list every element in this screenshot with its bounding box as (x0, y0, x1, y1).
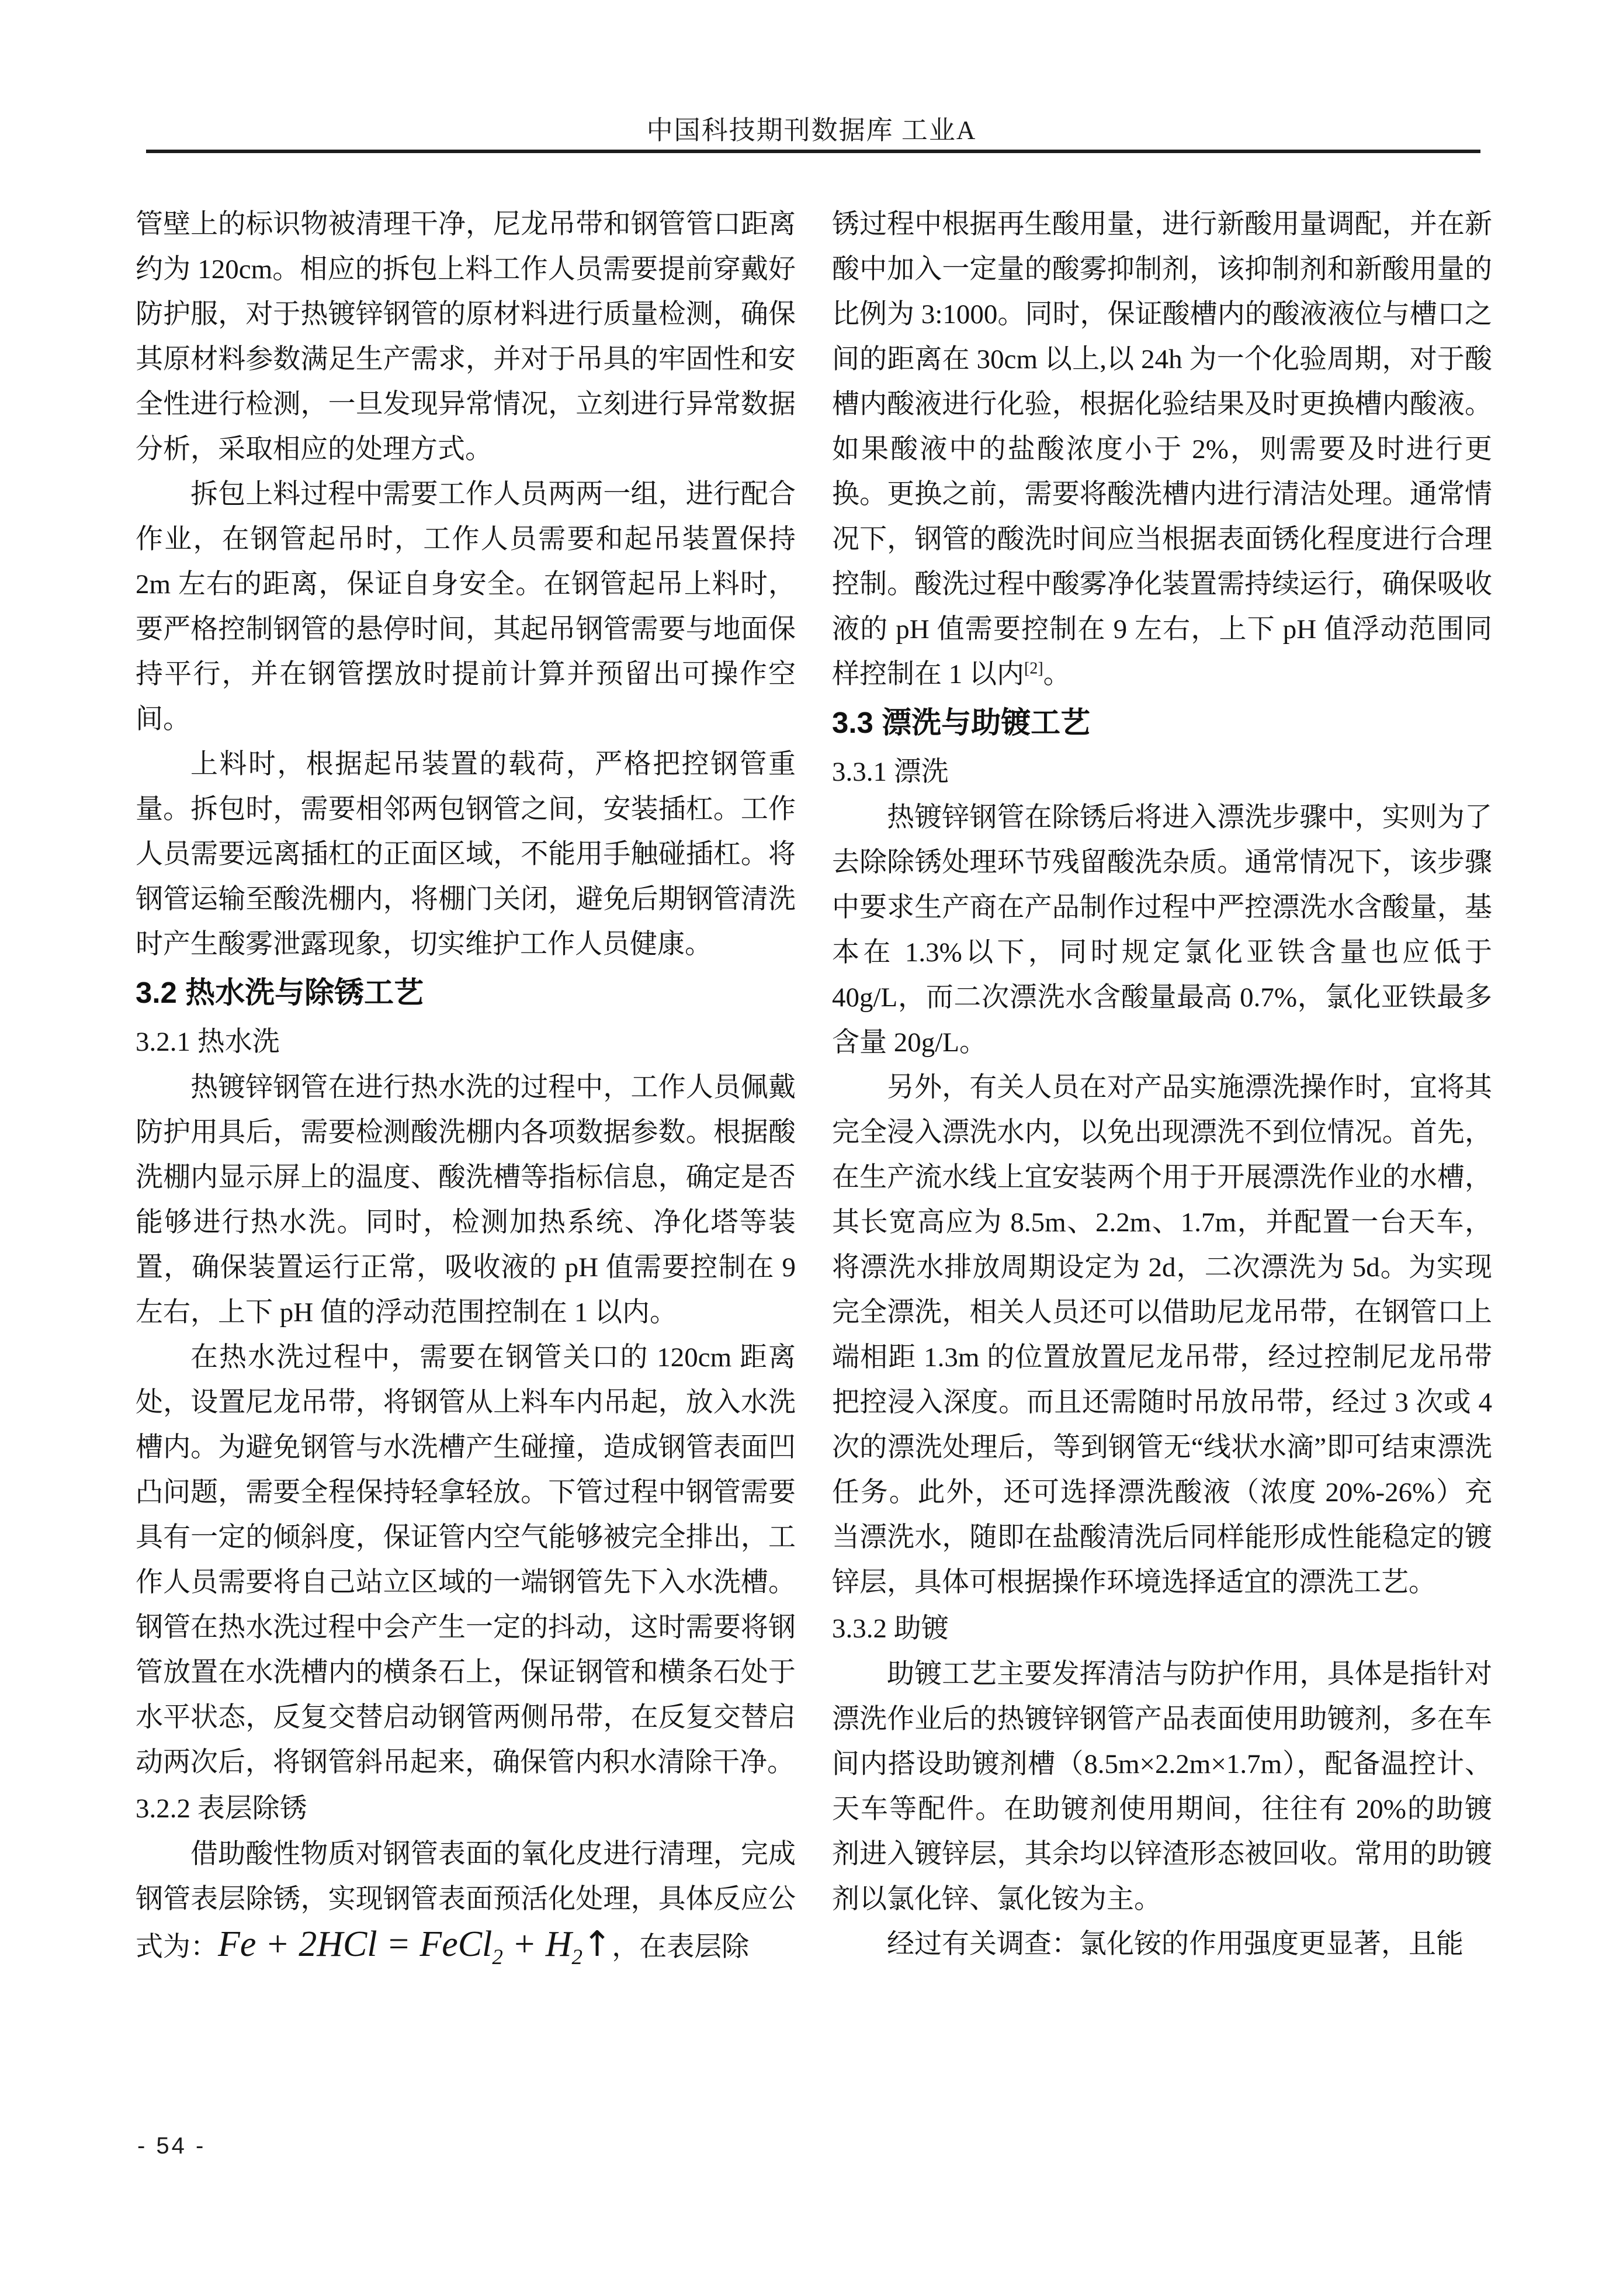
body-paragraph (832, 202, 1492, 697)
text-segment: 。 (1043, 659, 1071, 690)
subsection-heading: 3.2.1 热水洗 (136, 1027, 280, 1057)
right-column (832, 202, 1492, 1980)
left-column (136, 202, 796, 1980)
body-paragraph: 热镀锌钢管在除锈后将进入漂洗步骤中，实则为了去除除锈处理环节残留酸洗杂质。通常情况下，该步骤中要求生产商在产品制作过程中严控漂洗水含酸量，基本在 1.3%以下，同时规定氯化亚铁含量也应低于 40g/L，而二次漂洗水含酸量最高 0.7%，氯化亚铁最多含量 20g/L。 (832, 802, 1492, 1058)
body-paragraph (136, 1832, 796, 1980)
text-segment: 借助酸性物质对钢管表面的氧化皮进行清理，完成钢管表层除锈，实现钢管表面预活化处理，具体反应公式为： (136, 1839, 796, 1962)
page-number: - 54 - (137, 2133, 206, 2159)
chemical-formula: Fe + 2HCl = FeCl (218, 1924, 493, 1964)
two-column-body (136, 202, 1492, 1980)
body-paragraph: 热镀锌钢管在进行热水洗的过程中，工作人员佩戴防护用具后，需要检测酸洗棚内各项数据参数。根据酸洗棚内显示屏上的温度、酸洗槽等指标信息，确定是否能够进行热水洗。同时，检测加热系统、净化塔等装置，确保装置运行正常，吸收液的 pH 值需要控制在 9 左右，上下 pH 值的浮动范围控制在 1 以内。 (136, 1072, 796, 1328)
body-paragraph: 上料时，根据起吊装置的载荷，严格把控钢管重量。拆包时，需要相邻两包钢管之间，安装插杠。工作人员需要远离插杠的正面区域，不能用手触碰插杠。将钢管运输至酸洗棚内，将棚门关闭，避免后期钢管清洗时产生酸雾泄露现象，切实维护工作人员健康。 (136, 749, 796, 960)
subsection-heading: 3.3.1 漂洗 (832, 757, 949, 787)
citation-superscript: [2] (1024, 659, 1043, 678)
section-heading: 3.3 漂洗与助镀工艺 (832, 706, 1091, 739)
chemical-formula: 2 (492, 1945, 503, 1969)
body-paragraph: 助镀工艺主要发挥清洁与防护作用，具体是指针对漂洗作业后的热镀锌钢管产品表面使用助镀剂，多在车间内搭设助镀剂槽（8.5m×2.2m×1.7m），配备温控计、天车等配件。在助镀剂使用期间，往往有 20%的助镀剂进入镀锌层，其余均以锌渣形态被回收。常用的助镀剂以氯化锌、氯化铵为主。 (832, 1659, 1492, 1914)
body-paragraph: 在热水洗过程中，需要在钢管关口的 120cm 距离处，设置尼龙吊带，将钢管从上料车内吊起，放入水洗槽内。为避免钢管与水洗槽产生碰撞，造成钢管表面凹凸问题，需要全程保持轻拿轻放。下管过程中钢管需要具有一定的倾斜度，保证管内空气能够被完全排出，工作人员需要将自己站立区域的一端钢管先下入水洗槽。钢管在热水洗过程中会产生一定的抖动，这时需要将钢管放置在水洗槽内的横条石上，保证钢管和横条石处于水平状态，反复交替启动钢管两侧吊带，在反复交替启动两次后，将钢管斜吊起来，确保管内积水清除干净。 (136, 1342, 796, 1778)
chemical-formula: 2 (571, 1945, 583, 1969)
body-paragraph: 另外，有关人员在对产品实施漂洗操作时，宜将其完全浸入漂洗水内，以免出现漂洗不到位情况。首先，在生产流水线上宜安装两个用于开展漂洗作业的水槽，其长宽高应为 8.5m、2.2m、1.7m，并配置一台天车，将漂洗水排放周期设定为 2d，二次漂洗为 5d。为实现完全漂洗，相关人员还可以借助尼龙吊带，在钢管口上端相距 1.3m 的位置放置尼龙吊带，经过控制尼龙吊带把控浸入深度。而且还需随时吊放吊带，经过 3 次或 4 次的漂洗处理后，等到钢管无“线状水滴”即可结束漂洗任务。此外，还可选择漂洗酸液（浓度 20%-26%）充当漂洗水，随即在盐酸清洗后同样能形成性能稳定的镀锌层，具体可根据操作环境选择适宜的漂洗工艺。 (832, 1072, 1492, 1598)
header-rule (146, 150, 1480, 153)
journal-header-title: 中国科技期刊数据库 工业A (646, 116, 977, 145)
body-paragraph: 拆包上料过程中需要工作人员两两一组，进行配合作业，在钢管起吊时，工作人员需要和起吊装置保持 2m 左右的距离，保证自身安全。在钢管起吊上料时，要严格控制钢管的悬停时间，其起吊钢管需要与地面保持平行，并在钢管摆放时提前计算并预留出可操作空间。 (136, 479, 796, 735)
text-segment: ，在表层除 (612, 1932, 750, 1962)
chemical-formula: + H (502, 1924, 572, 1964)
gas-arrow-symbol: ↑ (582, 1924, 612, 1965)
section-heading: 3.2 热水洗与除锈工艺 (136, 976, 424, 1009)
body-paragraph: 经过有关调查：氯化铵的作用强度更显著，且能 (887, 1929, 1464, 1959)
subsection-heading: 3.2.2 表层除锈 (136, 1793, 307, 1824)
text-segment: 锈过程中根据再生酸用量，进行新酸用量调配，并在新酸中加入一定量的酸雾抑制剂，该抑制剂和新酸用量的比例为 3:1000。同时，保证酸槽内的酸液液位与槽口之间的距离在 30cm 以上,以 24h 为一个化验周期，对于酸槽内酸液进行化验，根据化验结果及时更换槽内酸液。如果酸液中的盐酸浓度小于 2%，则需要及时进行更换。更换之前，需要将酸洗槽内进行清洁处理。通常情况下，钢管的酸洗时间应当根据表面锈化程度进行合理控制。酸洗过程中酸雾净化装置需持续运行，确保吸收液的 pH 值需要控制在 9 左右，上下 pH 值浮动范围同样控制在 1 以内 (832, 209, 1492, 690)
body-paragraph: 管壁上的标识物被清理干净，尼龙吊带和钢管管口距离约为 120cm。相应的拆包上料工作人员需要提前穿戴好防护服，对于热镀锌钢管的原材料进行质量检测，确保其原材料参数满足生产需求，并对于吊具的牢固性和安全性进行检测，一旦发现异常情况，立刻进行异常数据分析，采取相应的处理方式。 (136, 209, 796, 465)
subsection-heading: 3.3.2 助镀 (832, 1613, 949, 1644)
